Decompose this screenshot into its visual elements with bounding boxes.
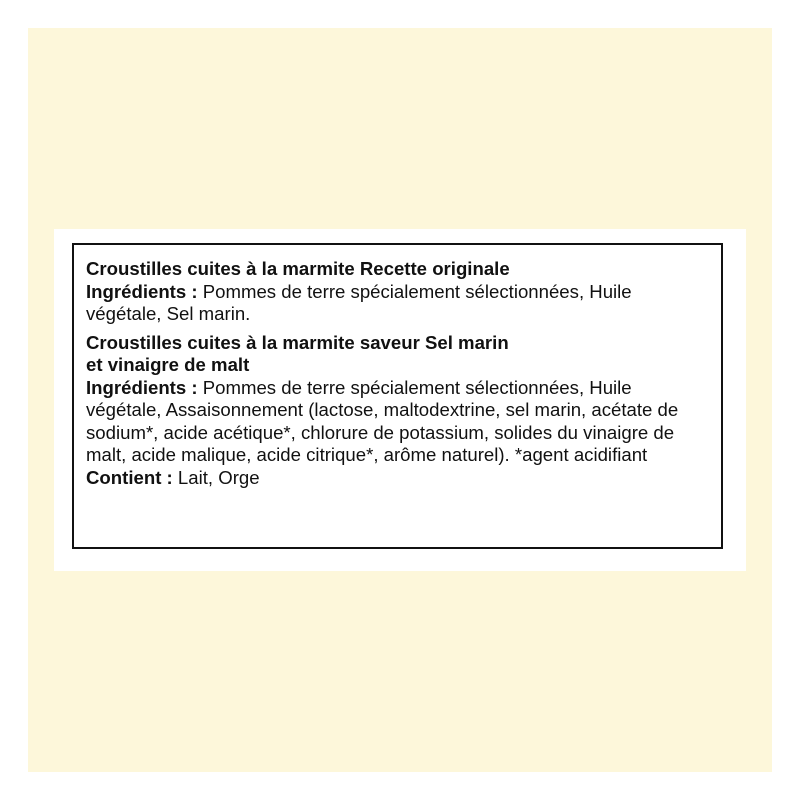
product-2-contains-text: Lait, Orge	[177, 466, 260, 488]
product-2-ingredients-text: Pommes de terre spécialement sélectionnées, Huile végétale, Assaisonnement (lactose, maltodextrine, sel marin, acétate de sodium*, acide acétique*, chlorure de potassium, solides du vinaigre de malt, acide malique, acide citrique*, arôme naturel). *agent acidifiant	[86, 376, 679, 465]
product-2-ingredients	[86, 377, 709, 467]
product-1-ingredients-text: Pommes de terre spécialement sélectionnées, Huile végétale, Sel marin.	[86, 280, 632, 324]
product-1-title: Croustilles cuites à la marmite Recette originale	[86, 258, 510, 279]
ingredients-label-box	[72, 243, 723, 549]
product-2-title	[86, 332, 709, 377]
product-2-ingredients-heading: Ingrédients :	[86, 376, 198, 398]
product-2-title-line-1: Croustilles cuites à la marmite saveur Sel marin	[86, 331, 509, 353]
product-2-title-line-2: et vinaigre de malt	[86, 354, 250, 375]
product-1-ingredients-heading: Ingrédients :	[86, 280, 198, 302]
product-1-ingredients	[86, 281, 709, 326]
product-2-contains-heading: Contient :	[86, 466, 173, 488]
product-2-contains	[86, 467, 709, 490]
